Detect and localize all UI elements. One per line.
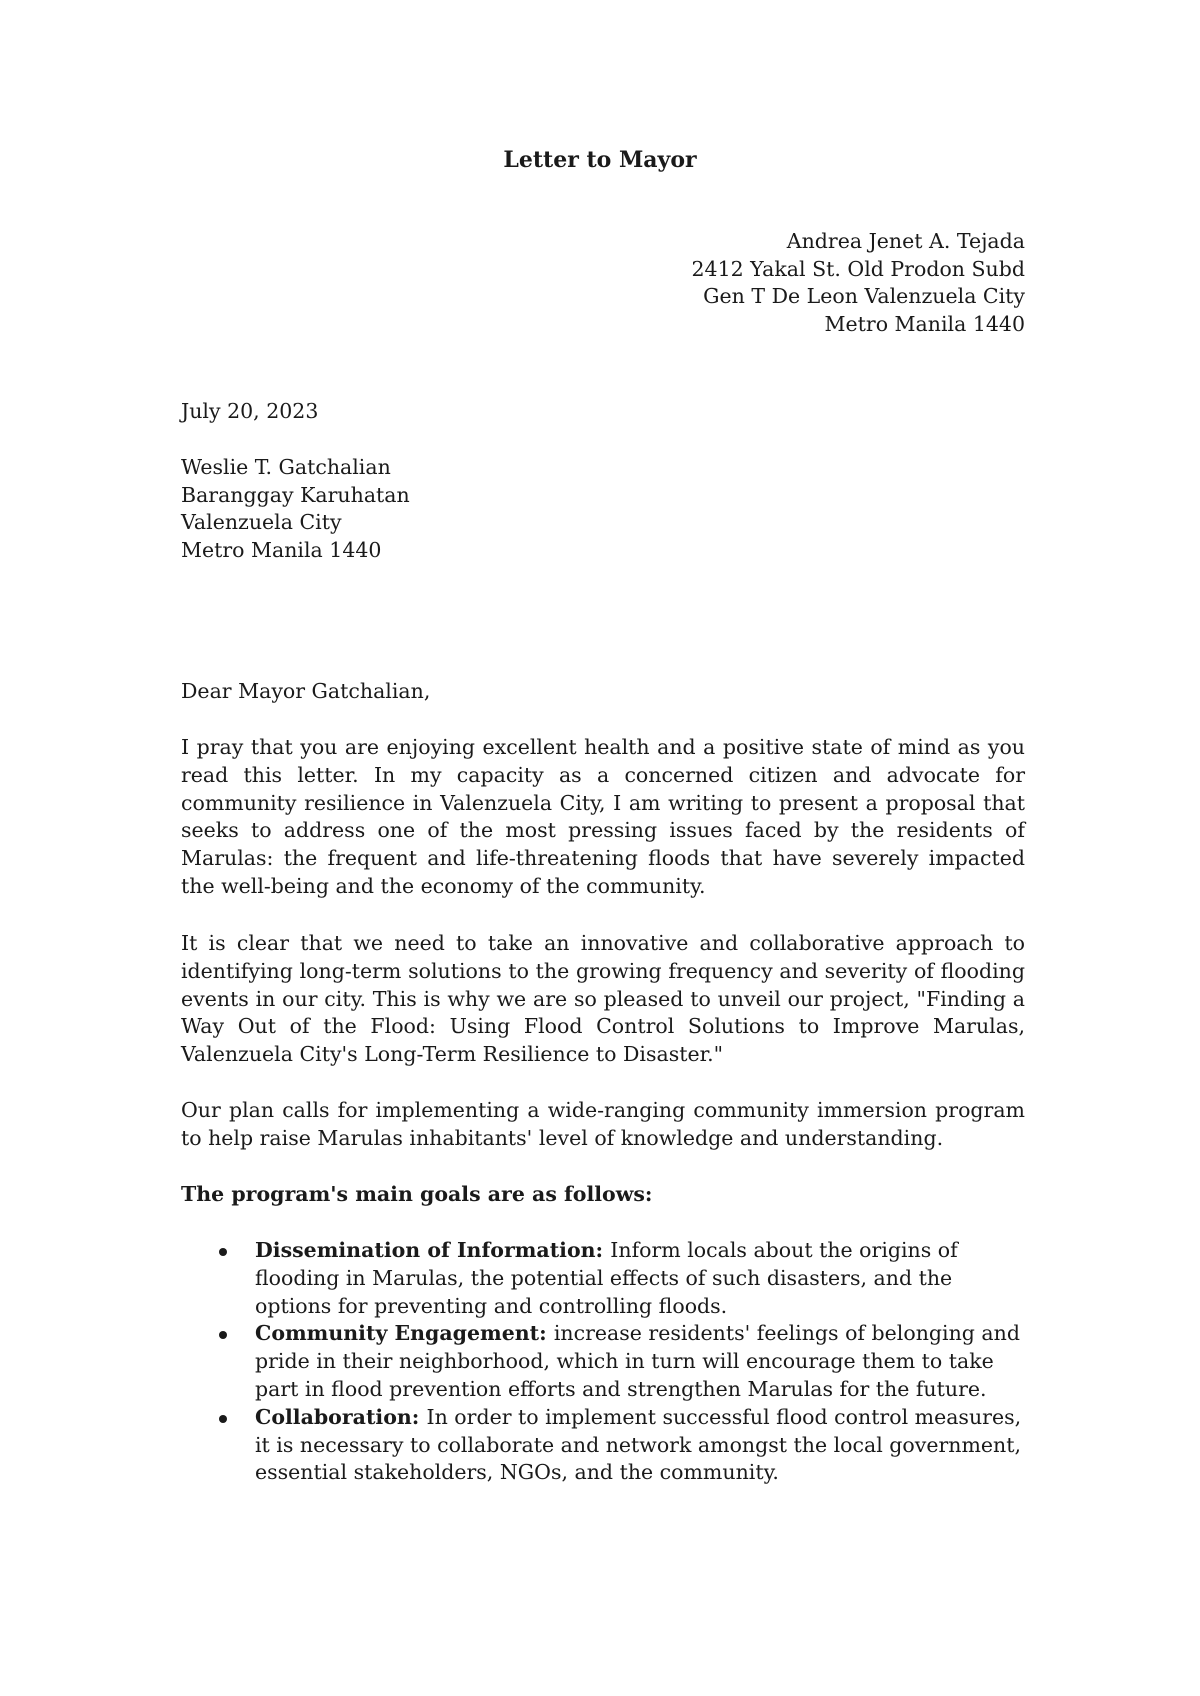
sender-name: Andrea Jenet A. Tejada [786,229,1025,253]
sender-address-line: Gen T De Leon Valenzuela City [703,284,1025,309]
goal-term: Dissemination of Information: [255,1238,611,1262]
sender-address-line: Metro Manila 1440 [824,311,1025,336]
goal-term: Collaboration: [255,1404,427,1429]
sender-address-block [692,228,1026,338]
list-item [181,1404,1025,1487]
recipient-name: Weslie T. Gatchalian [181,455,391,479]
letter-date: July 20, 2023 [181,399,319,423]
goal-description: Inform locals about the origins of flooding in Marulas, the potential effects of such disasters, and the options for preventing and controlling floods. [255,1238,958,1318]
list-item [181,1237,1025,1320]
bullet-icon [219,1415,227,1423]
recipient-address-line: Metro Manila 1440 [181,537,382,562]
recipient-address-line: Baranggay Karuhatan [181,482,410,507]
bullet-icon [219,1248,227,1256]
body-paragraph: It is clear that we need to take an innovative and collaborative approach to identifying long-term solutions to the growing frequency and severity of flooding events in our city. This is why we are so pleased to unveil our project, "Finding a Way Out of the Flood: Using Flood Control Solutions to Improve Marulas, Valenzuela City's Long-Term Resilience to Disaster." [181,931,1025,1067]
goal-term: Community Engagement: [255,1321,554,1346]
document-title: Letter to Mayor [503,147,697,173]
body-paragraph: I pray that you are enjoying excellent health and a positive state of mind as you read this letter. In my capacity as a concerned citizen and advocate for community resilience in Valenzuela City, I am writing to present a proposal that seeks to address one of the most pressing issues faced by the residents of Marulas: the frequent and life-threatening floods that have severely impacted the well-being and the economy of the community. [181,735,1025,898]
goal-description: increase residents' feelings of belonging and pride in their neighborhood, which in turn will encourage them to take part in flood prevention efforts and strengthen Marulas for the future. [255,1321,1020,1401]
salutation: Dear Mayor Gatchalian, [181,679,431,703]
recipient-address-line: Valenzuela City [181,510,342,535]
goals-list [181,1237,1025,1487]
goal-description: In order to implement successful flood control measures, it is necessary to collaborate and network amongst the local government, essential stakeholders, NGOs, and the community. [255,1404,1022,1485]
recipient-address-block [181,454,410,564]
goals-heading: The program's main goals are as follows: [181,1182,653,1206]
body-paragraph: Our plan calls for implementing a wide-ranging community immersion program to help raise Marulas inhabitants' level of knowledge and understanding. [181,1098,1025,1150]
list-item [181,1320,1025,1403]
sender-address-line: 2412 Yakal St. Old Prodon Subd [691,256,1025,281]
bullet-icon [219,1331,227,1339]
